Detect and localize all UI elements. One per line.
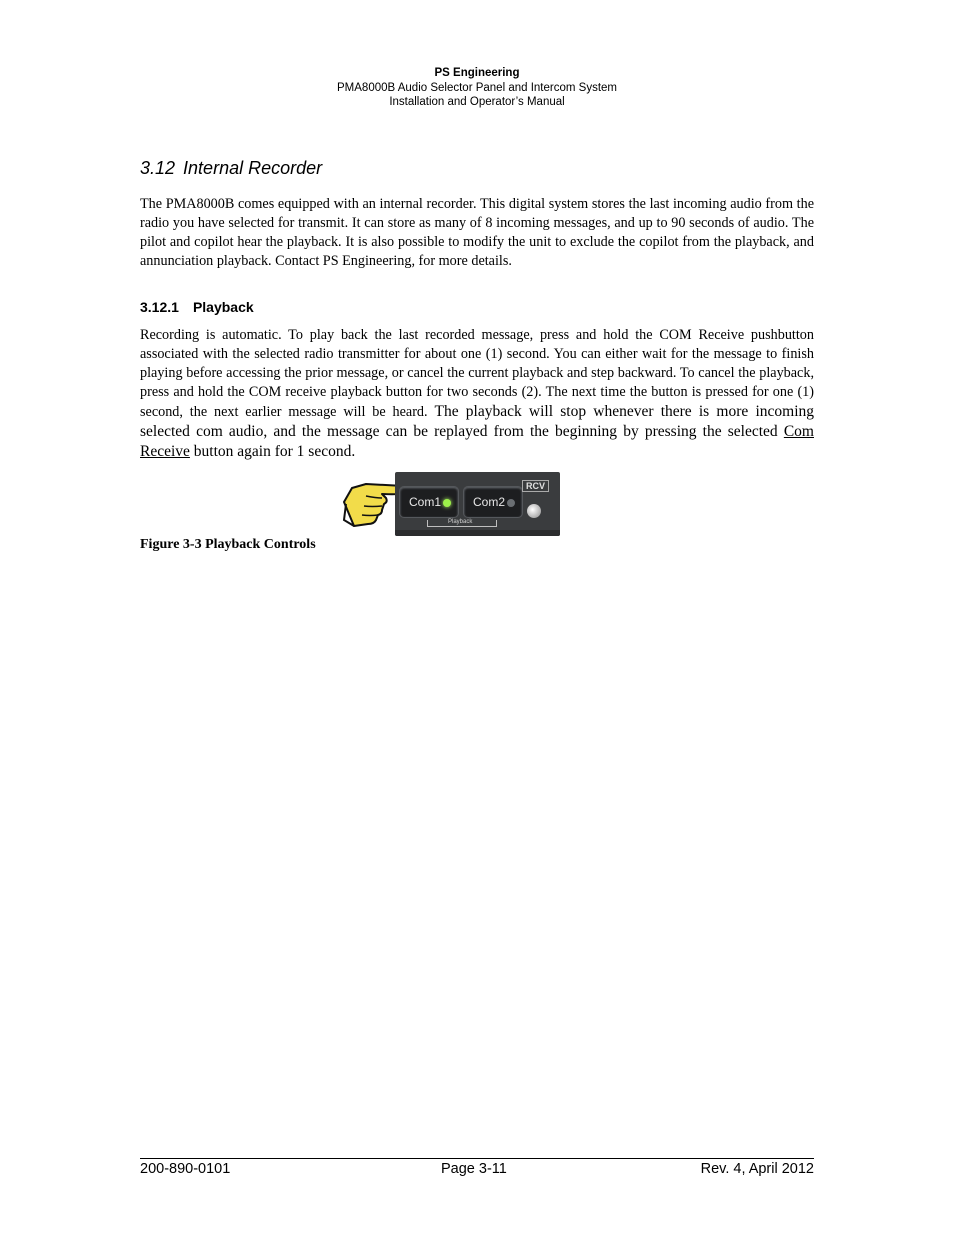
header-company: PS Engineering	[434, 67, 520, 79]
figure-caption: Figure 3-3 Playback Controls	[140, 537, 316, 552]
header-product: PMA8000B Audio Selector Panel and Intercom System	[337, 81, 617, 94]
volume-knob-icon[interactable]	[527, 504, 541, 518]
footer-page: Page 3-11	[441, 1161, 507, 1177]
rcv-label: RCV	[522, 480, 549, 492]
footer-doc-number: 200-890-0101	[140, 1161, 231, 1177]
playback-text-2: The playback will stop whenever there is more incoming selected com audio, and the message can be replayed from the beginning by pressing the selected	[140, 403, 814, 440]
playback-text-1: Recording is automatic. To play back the last recorded message, press and hold the COM Receive pushbutton associated with the selected radio transmitter for about one (1) second. You can either wait for the message to finish playing before accessing the prior message, or cancel the current playback and step backward. To cancel the playback, press and hold the COM receive playback button for two seconds (2). The next time the button is pressed for one (1) second, the next earlier message will be heard.	[140, 327, 814, 420]
playback-label: Playback	[448, 519, 473, 525]
header-manual: Installation and Operator’s Manual	[389, 96, 565, 108]
subsection-heading	[140, 299, 254, 315]
com1-label: Com1	[409, 495, 442, 509]
com2-led	[507, 499, 515, 507]
com1-led	[443, 499, 451, 507]
com2-label: Com2	[473, 495, 506, 509]
footer-rule	[140, 1158, 814, 1159]
com2-button[interactable]	[463, 486, 523, 518]
playback-text-3: button again for 1 second.	[189, 443, 356, 460]
playback-body	[140, 326, 814, 462]
section-number: 3.12	[140, 158, 176, 178]
footer-revision: Rev. 4, April 2012	[700, 1161, 814, 1177]
subsection-number: 3.12.1	[140, 299, 179, 315]
com-receive-underlined: Com Receive	[140, 423, 814, 460]
section-title: Internal Recorder	[183, 158, 323, 178]
subsection-title: Playback	[192, 299, 254, 315]
panel-lower-row	[395, 530, 560, 536]
section-body: The PMA8000B comes equipped with an internal recorder. This digital system stores the last incoming audio from the radio you have selected for transmit. It can store as many of 8 incoming messages, and up to 90 seconds of audio. The pilot and copilot hear the playback. It is also possible to modify the unit to exclude the copilot from the playback, and annunciation playback. Contact PS Engineering, for more details.	[140, 196, 814, 269]
audio-panel-photo	[395, 472, 560, 536]
section-heading	[140, 158, 322, 179]
playback-bracket	[427, 520, 497, 527]
playback-controls-figure	[342, 472, 560, 536]
running-header	[140, 66, 814, 110]
com1-button[interactable]	[399, 486, 459, 518]
